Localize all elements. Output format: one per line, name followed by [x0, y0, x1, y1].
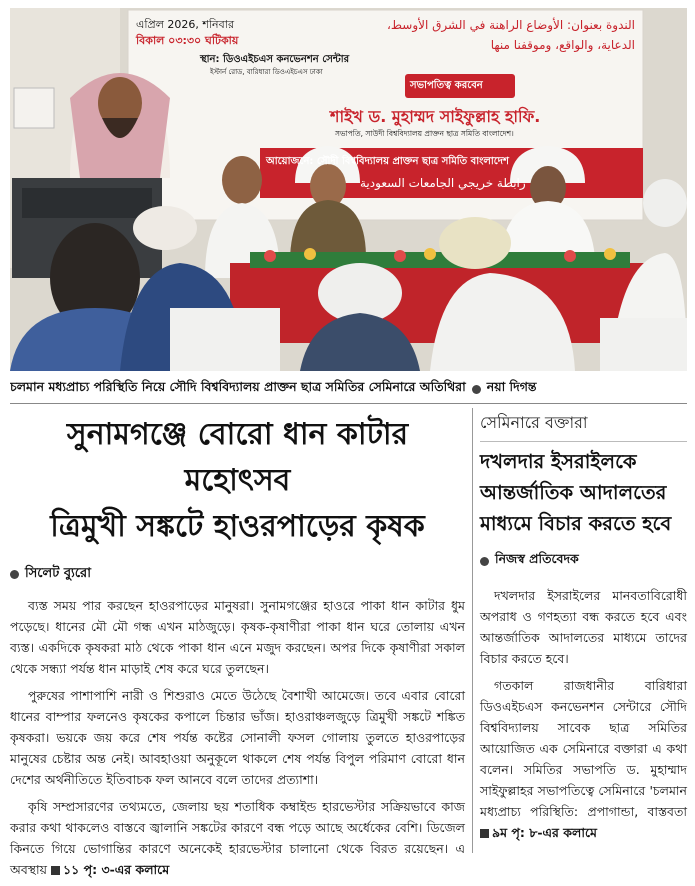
left-continued-text: ১১ পৃ: ৩-এর কলামে [63, 862, 170, 877]
banner-arabic-title-2: الدعاية، والواقع، وموقفنا منها [490, 38, 635, 52]
banner-organizer: আয়োজনে: সৌদী বিশ্ববিদ্যালয় প্রাক্তন ছাত্র সমিতি বাংলাদেশ [266, 156, 509, 167]
news-photo [10, 8, 687, 371]
caption-divider [10, 403, 687, 404]
right-continued-link[interactable] [480, 825, 597, 840]
right-paragraph [480, 675, 687, 843]
left-byline-text: সিলেট ব্যুরো [25, 566, 91, 581]
square-bullet-icon [480, 829, 489, 838]
left-paragraph-text: কৃষি সম্প্রসারণের তথ্যমতে, জেলায় ছয় শতাধিক কম্বাইন্ড হারভেস্টার সক্রিয়ভাবে কাজ করার কথা থাকলেও বাস্তবে জ্বালানি সঙ্কটের কারণে বন্ধ পড়ে আছে অর্ধেকের বেশি। ডিজেল কিনতে গিয়ে ভোগান্তির কারণে অনেকেই হারভেস্টার চালানো থেকে বিরত রয়েছেন। এ অবস্থায় [10, 799, 465, 877]
square-bullet-icon [51, 866, 60, 875]
left-headline-line-2: ত্রিমুখী সঙ্কটে হাওরপাড়ের কৃষক [50, 509, 425, 544]
caption-source: নয়া দিগন্ত [486, 379, 537, 394]
left-byline [10, 564, 465, 585]
bullet-icon [472, 385, 481, 394]
column-divider [472, 408, 473, 853]
banner-chair-label: সভাপতিত্ব করবেন [410, 80, 483, 91]
banner-arabic-title-1: الندوة بعنوان: الأوضاع الراهنة في الشرق الأوسط، [387, 18, 635, 32]
bullet-icon [10, 570, 19, 579]
right-headline-line-2: আন্তর্জাতিক আদালতের [480, 481, 667, 504]
right-byline-text: নিজস্ব প্রতিবেদক [495, 551, 579, 566]
right-headline-line-3: মাধ্যমে বিচার করতে হবে [480, 512, 672, 535]
left-headline [10, 412, 465, 550]
banner-time: বিকাল ০৩:৩০ ঘটিকায় [136, 34, 239, 47]
right-body [480, 585, 687, 843]
bullet-icon [480, 557, 489, 566]
caption-text: চলমান মধ্যপ্রাচ্য পরিস্থিতি নিয়ে সৌদি বিশ্ববিদ্যালয় প্রাক্তন ছাত্র সমিতির সেমিনারে অতিথিরা [10, 379, 466, 394]
banner-chair-name: শাইখ ড. মুহাম্মদ সাইফুল্লাহ হাফি. [330, 107, 541, 126]
right-kicker: সেমিনারে বক্তারা [480, 410, 687, 442]
right-paragraph-text: গতকাল রাজধানীর বারিধারা ডিওএইচএস কনভেনশন সেন্টারে সৌদি বিশ্ববিদ্যালয় সাবেক ছাত্র সমিতির আয়োজিত এক সেমিনারে বক্তারা এ কথা বলেন। সমিতির সভাপতি ড. মুহাম্মাদ সাইফুল্লাহর সভাপতিত্বে সেমিনারে 'চলমান মধ্যপ্রাচ্য পরিস্থিতি: প্রপাগান্ডা, বাস্তবতা [480, 678, 687, 819]
banner-arabic-org: رابطة خريجي الجامعات السعودية [360, 176, 526, 190]
right-headline-line-1: দখলদার ইসরাইলকে [480, 450, 637, 473]
left-paragraph: ব্যস্ত সময় পার করছেন হাওরপাড়ের মানুষরা। সুনামগঞ্জের হাওরে পাকা ধান কাটার ধুম পড়েছে। ধানের মৌ মৌ গন্ধ এখন মাঠজুড়ে। কৃষক-কৃষাণীরা পাকা ধান ঘরে তোলায় এখন ব্যস্ত। একদিকে কৃষকরা মাঠ থেকে পাকা ধান এনে মজুদ করছেন। অপর দিকে কৃষাণীরা সকাল থেকে সন্ধ্যা পর্যন্ত ধান মাড়াই শেষ করে ঘরে তুলছেন। [10, 598, 465, 676]
right-continued-text: ৯ম পৃ: ৮-এর কলামে [492, 825, 597, 840]
right-article [480, 410, 687, 849]
left-continued-link[interactable] [51, 862, 169, 877]
right-paragraph: দখলদার ইসরাইলের মানবতাবিরোধী অপরাধ ও গণহত্যা বন্ধ করতে হবে এবং আন্তর্জাতিক আদালতের মাধ্যমে তাদের বিচার করতে হবে। [480, 588, 687, 666]
banner-date: এপ্রিল 2026, শনিবার [136, 18, 234, 31]
left-article [10, 412, 465, 886]
left-paragraph: পুরুষের পাশাপাশি নারী ও শিশুরাও মেতে উঠেছে বৈশাখী আমেজে। তবে এবার বোরো ধানের বাম্পার ফলনেও কৃষকের কপালে চিন্তার ভাঁজ। হাওরাঞ্চলজুড়ে ত্রিমুখী সঙ্কটে শঙ্কিত কৃষকরা। ভয়কে জয় করে শেষ পর্যন্ত কষ্টের সোনালী ফসল গোলায় তুলতে হাওরপাড়ের মানুষের চেষ্টার অন্ত নেই। আবহাওয়া অনুকূলে থাকলে শেষ পর্যন্ত বিপুল পরিমাণ বোরো ধান দেশের অর্থনীতিতে ইতিবাচক ফল আনবে বলে তাদের প্রত্যাশা। [10, 688, 465, 787]
left-paragraph [10, 796, 465, 880]
photo-caption [10, 378, 687, 400]
right-byline [480, 551, 687, 571]
right-headline [480, 446, 687, 539]
banner-venue-address: ইস্টার্ন রোড, বারিধারা ডিওএইচএস ঢাকা [210, 68, 323, 76]
left-body [10, 595, 465, 880]
banner-venue: স্থান: ডিওএইচএস কনভেনশন সেন্টার [200, 54, 350, 65]
left-headline-line-1: সুনামগঞ্জে বোরো ধান কাটার মহোৎসব [66, 417, 409, 498]
banner-chair-title: সভাপতি, সাউদী বিশ্ববিদ্যালয় প্রাক্তন ছাত্র সমিতি বাংলাদেশ। [335, 129, 514, 138]
